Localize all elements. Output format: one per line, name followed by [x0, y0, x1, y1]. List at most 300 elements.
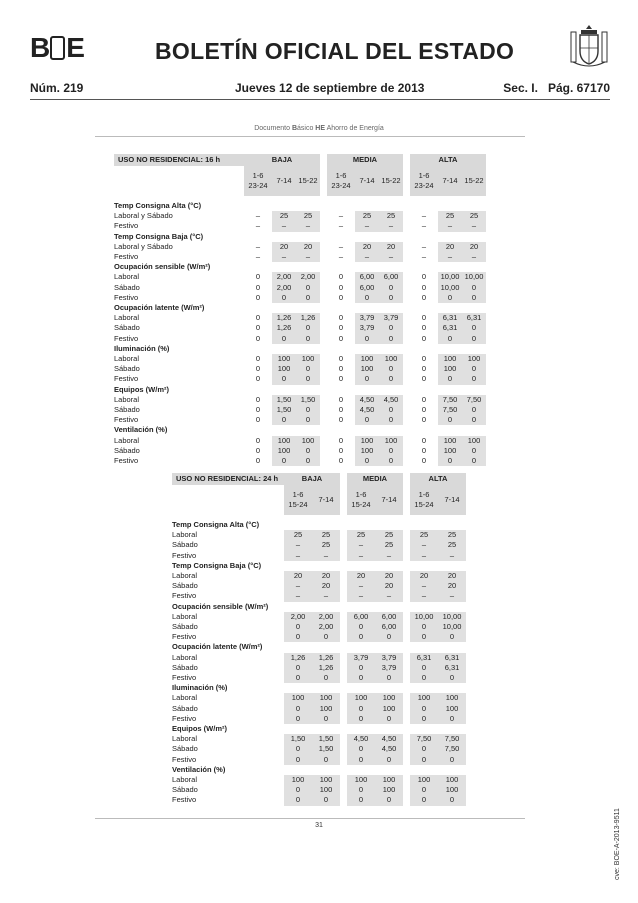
value-cell: – — [255, 241, 261, 251]
value-cell: 0 — [421, 415, 427, 425]
table-row — [114, 252, 486, 262]
group-gap — [320, 405, 327, 415]
group-gap — [340, 632, 347, 642]
value-cell: 1,26 — [284, 653, 312, 663]
period-header: 1-6 15-24 — [284, 485, 312, 515]
group-header: ALTA — [410, 473, 466, 485]
row-label: Laboral — [172, 775, 198, 785]
value-cell: 0 — [347, 755, 375, 765]
group-gap — [403, 704, 410, 714]
group-gap — [340, 704, 347, 714]
table-row — [114, 456, 486, 466]
value-cell: 100 — [438, 446, 462, 456]
value-cell: 0 — [421, 435, 427, 445]
row-label: Laboral — [172, 530, 198, 540]
value-cell: 0 — [284, 795, 312, 805]
group-gap — [403, 415, 410, 425]
group-gap — [320, 446, 327, 456]
group-header: BAJA — [244, 154, 320, 166]
value-cell: 100 — [462, 354, 486, 364]
group-gap — [320, 415, 327, 425]
row-label: Festivo — [172, 550, 197, 560]
value-cell: 100 — [296, 436, 320, 446]
subheader-spacer — [172, 485, 284, 515]
section-row — [114, 262, 486, 272]
table-row — [172, 581, 466, 591]
row-label: Sábado — [172, 744, 198, 754]
value-cell: 0 — [421, 323, 427, 333]
section-label: Equipos (W/m²) — [114, 384, 169, 394]
group-gap — [340, 734, 347, 744]
group-gap — [320, 211, 327, 221]
table-row — [172, 530, 466, 540]
value-cell: 25 — [438, 530, 466, 540]
value-cell: 0 — [379, 293, 403, 303]
boe-logo — [30, 33, 94, 63]
value-cell: 0 — [379, 364, 403, 374]
group-gap — [340, 785, 347, 795]
row-label: Festivo — [114, 252, 139, 262]
period-header: 7-14 — [272, 166, 296, 196]
row-label: Laboral y Sábado — [114, 241, 173, 251]
value-cell: 0 — [255, 313, 261, 323]
value-cell: 0 — [438, 795, 466, 805]
value-cell: 6,31 — [438, 663, 466, 673]
value-cell: 0 — [255, 272, 261, 282]
section-label: Iluminación (%) — [172, 683, 228, 693]
value-cell: 0 — [410, 795, 438, 805]
value-cell: 0 — [338, 292, 344, 302]
period-header: 7-14 — [312, 485, 340, 515]
value-cell: 20 — [375, 571, 403, 581]
value-cell: 0 — [379, 323, 403, 333]
row-label: Festivo — [172, 673, 197, 683]
value-cell: 100 — [375, 693, 403, 703]
period-header: 15-22 — [296, 166, 320, 196]
row-label: Festivo — [172, 591, 197, 601]
value-cell: 20 — [438, 571, 466, 581]
value-cell: – — [272, 221, 296, 231]
table-row — [172, 795, 466, 805]
value-cell: 1,50 — [272, 405, 296, 415]
row-label: Laboral — [114, 354, 140, 364]
group-header: ALTA — [410, 154, 486, 166]
group-gap — [320, 395, 327, 405]
group-gap — [403, 612, 410, 622]
group-gap — [403, 313, 410, 323]
table-row — [114, 415, 486, 425]
value-cell: – — [410, 551, 438, 561]
row-label: Sábado — [172, 622, 198, 632]
value-cell: 20 — [355, 242, 379, 252]
value-cell: 0 — [410, 673, 438, 683]
value-cell: 0 — [355, 334, 379, 344]
value-cell: 0 — [438, 755, 466, 765]
value-cell: 100 — [375, 785, 403, 795]
document-header: Documento Básico HE Ahorro de Energía — [254, 125, 384, 132]
value-cell: 100 — [284, 693, 312, 703]
group-gap — [403, 663, 410, 673]
table-row — [172, 571, 466, 581]
table-subheader-row — [114, 166, 486, 196]
value-cell: 0 — [410, 785, 438, 795]
table-24h-grid — [172, 473, 466, 806]
value-cell: 0 — [284, 785, 312, 795]
period-header: 1-6 23-24 — [327, 166, 355, 196]
value-cell: 0 — [312, 632, 340, 642]
group-gap — [320, 242, 327, 252]
value-cell: 0 — [462, 374, 486, 384]
value-cell: 100 — [312, 704, 340, 714]
group-gap — [340, 663, 347, 673]
value-cell: 2,00 — [272, 272, 296, 282]
value-cell: – — [284, 551, 312, 561]
period-header: 1-6 15-24 — [410, 485, 438, 515]
value-cell: 25 — [296, 211, 320, 221]
table-row — [172, 734, 466, 744]
group-gap — [403, 622, 410, 632]
group-gap — [340, 775, 347, 785]
row-label: Sábado — [114, 364, 140, 374]
value-cell: – — [438, 221, 462, 231]
value-cell: 0 — [338, 415, 344, 425]
value-cell: 25 — [284, 530, 312, 540]
row-label: Festivo — [172, 754, 197, 764]
issue-number: Núm. 219 — [30, 81, 84, 95]
value-cell: 20 — [312, 571, 340, 581]
spain-crest-icon — [569, 22, 609, 70]
value-cell: 4,50 — [375, 744, 403, 754]
table-row — [172, 693, 466, 703]
table-row — [114, 334, 486, 344]
row-label: Festivo — [114, 333, 139, 343]
table-row — [114, 354, 486, 364]
value-cell: 0 — [338, 313, 344, 323]
value-cell: 0 — [296, 415, 320, 425]
row-label: Laboral — [114, 313, 140, 323]
value-cell: 0 — [347, 632, 375, 642]
value-cell: 0 — [421, 394, 427, 404]
section-row — [172, 683, 466, 693]
value-cell: 25 — [272, 211, 296, 221]
value-cell: 0 — [338, 456, 344, 466]
row-label: Festivo — [114, 456, 139, 466]
value-cell: 100 — [438, 364, 462, 374]
value-cell: 0 — [255, 292, 261, 302]
value-cell: 0 — [355, 456, 379, 466]
section-label: Temp Consigna Baja (°C) — [172, 560, 262, 570]
group-gap — [403, 436, 410, 446]
section-label: Temp Consigna Baja (°C) — [114, 231, 204, 241]
group-gap — [340, 571, 347, 581]
group-gap — [403, 785, 410, 795]
value-cell: 0 — [347, 622, 375, 632]
page-title: BOLETÍN OFICIAL DEL ESTADO — [155, 38, 515, 64]
group-gap — [320, 323, 327, 333]
group-gap — [340, 795, 347, 805]
section-row — [114, 425, 486, 435]
group-gap — [403, 755, 410, 765]
row-label: Laboral — [114, 394, 140, 404]
row-label: Festivo — [114, 221, 139, 231]
group-gap — [403, 242, 410, 252]
row-label: Festivo — [114, 415, 139, 425]
value-cell: 0 — [338, 435, 344, 445]
row-label: Sábado — [172, 662, 198, 672]
value-cell: 100 — [410, 693, 438, 703]
row-label: Festivo — [114, 374, 139, 384]
table-title: USO NO RESIDENCIAL: 16 h — [114, 154, 244, 166]
value-cell: 10,00 — [438, 612, 466, 622]
group-gap — [403, 581, 410, 591]
section-row — [114, 344, 486, 354]
value-cell: 2,00 — [284, 612, 312, 622]
value-cell: 0 — [410, 704, 438, 714]
table-row — [114, 446, 486, 456]
row-label: Sábado — [114, 405, 140, 415]
value-cell: 25 — [312, 530, 340, 540]
value-cell: 0 — [421, 405, 427, 415]
group-gap — [403, 334, 410, 344]
group-gap — [340, 591, 347, 601]
period-header: 15-22 — [462, 166, 486, 196]
row-label: Sábado — [172, 703, 198, 713]
value-cell: 100 — [284, 775, 312, 785]
value-cell: 25 — [347, 530, 375, 540]
value-cell: – — [421, 241, 427, 251]
value-cell: 0 — [379, 405, 403, 415]
table-row — [114, 242, 486, 252]
value-cell: 20 — [312, 581, 340, 591]
section-row — [114, 201, 486, 211]
value-cell: 20 — [272, 242, 296, 252]
value-cell: 0 — [438, 673, 466, 683]
value-cell: 0 — [312, 673, 340, 683]
table-row — [114, 374, 486, 384]
row-label: Sábado — [114, 282, 140, 292]
group-gap — [403, 795, 410, 805]
group-header: BAJA — [284, 473, 340, 485]
section-label: Ocupación latente (W/m²) — [172, 642, 263, 652]
value-cell: 6,31 — [438, 313, 462, 323]
table-row — [172, 540, 466, 550]
group-gap — [320, 154, 327, 166]
value-cell: 0 — [312, 755, 340, 765]
value-cell: 0 — [255, 333, 261, 343]
value-cell: 100 — [347, 693, 375, 703]
value-cell: 0 — [272, 334, 296, 344]
value-cell: 0 — [338, 445, 344, 455]
value-cell: – — [255, 221, 261, 231]
value-cell: – — [312, 551, 340, 561]
value-cell: 25 — [375, 530, 403, 540]
value-cell: – — [312, 591, 340, 601]
value-cell: 0 — [338, 405, 344, 415]
value-cell: 0 — [338, 333, 344, 343]
value-cell: 20 — [347, 571, 375, 581]
value-cell: 25 — [379, 211, 403, 221]
table-row — [172, 663, 466, 673]
value-cell: 0 — [338, 323, 344, 333]
value-cell: – — [355, 221, 379, 231]
section-label: Temp Consigna Alta (°C) — [114, 201, 202, 210]
value-cell: 0 — [347, 704, 375, 714]
row-label: Sábado — [114, 323, 140, 333]
group-gap — [340, 485, 347, 515]
value-cell: 6,31 — [462, 313, 486, 323]
value-cell: 0 — [462, 405, 486, 415]
group-gap — [403, 714, 410, 724]
row-label: Sábado — [172, 785, 198, 795]
value-cell: 0 — [421, 282, 427, 292]
row-label: Laboral — [114, 272, 140, 282]
group-gap — [340, 693, 347, 703]
value-cell: 0 — [421, 272, 427, 282]
value-cell: 20 — [410, 571, 438, 581]
value-cell: 0 — [347, 714, 375, 724]
value-cell: 2,00 — [296, 272, 320, 282]
value-cell: – — [410, 540, 438, 550]
value-cell: 6,31 — [438, 323, 462, 333]
group-gap — [320, 354, 327, 364]
value-cell: 20 — [462, 242, 486, 252]
value-cell: 25 — [375, 540, 403, 550]
value-cell: 0 — [379, 456, 403, 466]
value-cell: – — [410, 591, 438, 601]
table-16h-grid — [114, 154, 486, 466]
value-cell: 0 — [375, 632, 403, 642]
value-cell: 6,31 — [410, 653, 438, 663]
group-gap — [320, 374, 327, 384]
value-cell: – — [410, 581, 438, 591]
table-row — [114, 221, 486, 231]
value-cell: 6,00 — [375, 622, 403, 632]
value-cell: 100 — [462, 436, 486, 446]
value-cell: – — [421, 221, 427, 231]
section-label: Ocupación sensible (W/m²) — [114, 262, 211, 272]
value-cell: 100 — [312, 785, 340, 795]
issue-line — [30, 81, 610, 97]
value-cell: 1,26 — [296, 313, 320, 323]
value-cell: – — [438, 551, 466, 561]
value-cell: 25 — [462, 211, 486, 221]
row-label: Laboral — [172, 734, 198, 744]
value-cell: 0 — [421, 364, 427, 374]
value-cell: – — [438, 591, 466, 601]
value-cell: 25 — [312, 540, 340, 550]
row-label: Laboral — [172, 652, 198, 662]
value-cell: 0 — [355, 415, 379, 425]
group-gap — [320, 166, 327, 196]
table-row — [114, 364, 486, 374]
value-cell: – — [347, 591, 375, 601]
value-cell: 1,50 — [312, 734, 340, 744]
value-cell: 0 — [438, 632, 466, 642]
group-header: MEDIA — [327, 154, 403, 166]
value-cell: 0 — [438, 456, 462, 466]
value-cell: 0 — [296, 374, 320, 384]
row-label: Festivo — [172, 632, 197, 642]
table-row — [172, 785, 466, 795]
table-row — [114, 436, 486, 446]
value-cell: 0 — [379, 334, 403, 344]
value-cell: 100 — [355, 436, 379, 446]
group-header: MEDIA — [347, 473, 403, 485]
value-cell: 0 — [312, 714, 340, 724]
group-gap — [340, 714, 347, 724]
value-cell: 6,00 — [355, 283, 379, 293]
table-row — [172, 551, 466, 561]
group-gap — [403, 354, 410, 364]
value-cell: 7,50 — [438, 395, 462, 405]
value-cell: 1,26 — [312, 663, 340, 673]
table-16h — [114, 154, 486, 466]
value-cell: 0 — [410, 714, 438, 724]
value-cell: 7,50 — [438, 405, 462, 415]
value-cell: 0 — [284, 632, 312, 642]
value-cell: 0 — [255, 374, 261, 384]
value-cell: 25 — [438, 540, 466, 550]
section-row — [172, 561, 466, 571]
row-label: Laboral — [172, 571, 198, 581]
value-cell: 0 — [272, 456, 296, 466]
value-cell: 6,00 — [379, 272, 403, 282]
section-row — [114, 385, 486, 395]
value-cell: – — [421, 211, 427, 221]
value-cell: 0 — [379, 415, 403, 425]
table-row — [114, 323, 486, 333]
value-cell: 0 — [284, 622, 312, 632]
value-cell: 10,00 — [438, 283, 462, 293]
group-gap — [340, 612, 347, 622]
issue-date: Jueves 12 de septiembre de 2013 — [235, 81, 425, 95]
value-cell: 1,50 — [284, 734, 312, 744]
logo-letter-b: B — [30, 32, 50, 63]
value-cell: 4,50 — [355, 395, 379, 405]
section-label: Ocupación sensible (W/m²) — [172, 601, 269, 611]
value-cell: 100 — [379, 436, 403, 446]
value-cell: 0 — [375, 673, 403, 683]
value-cell: 0 — [255, 445, 261, 455]
group-gap — [320, 456, 327, 466]
section-label: Iluminación (%) — [114, 343, 170, 353]
value-cell: – — [421, 252, 427, 262]
period-header: 7-14 — [438, 166, 462, 196]
value-cell: 0 — [255, 394, 261, 404]
row-label: Festivo — [172, 713, 197, 723]
group-gap — [340, 473, 347, 485]
value-cell: 0 — [462, 323, 486, 333]
value-cell: – — [375, 591, 403, 601]
value-cell: 0 — [438, 415, 462, 425]
row-label: Sábado — [172, 540, 198, 550]
group-gap — [340, 673, 347, 683]
period-header: 7-14 — [355, 166, 379, 196]
group-gap — [403, 485, 410, 515]
value-cell: 0 — [255, 354, 261, 364]
group-gap — [403, 323, 410, 333]
doc-header-rule — [95, 136, 525, 137]
period-header: 15-22 — [379, 166, 403, 196]
group-gap — [403, 632, 410, 642]
value-cell: 6,00 — [347, 612, 375, 622]
group-gap — [403, 293, 410, 303]
value-cell: – — [284, 581, 312, 591]
group-gap — [340, 581, 347, 591]
value-cell: 100 — [355, 354, 379, 364]
value-cell: 0 — [347, 795, 375, 805]
value-cell: – — [255, 252, 261, 262]
